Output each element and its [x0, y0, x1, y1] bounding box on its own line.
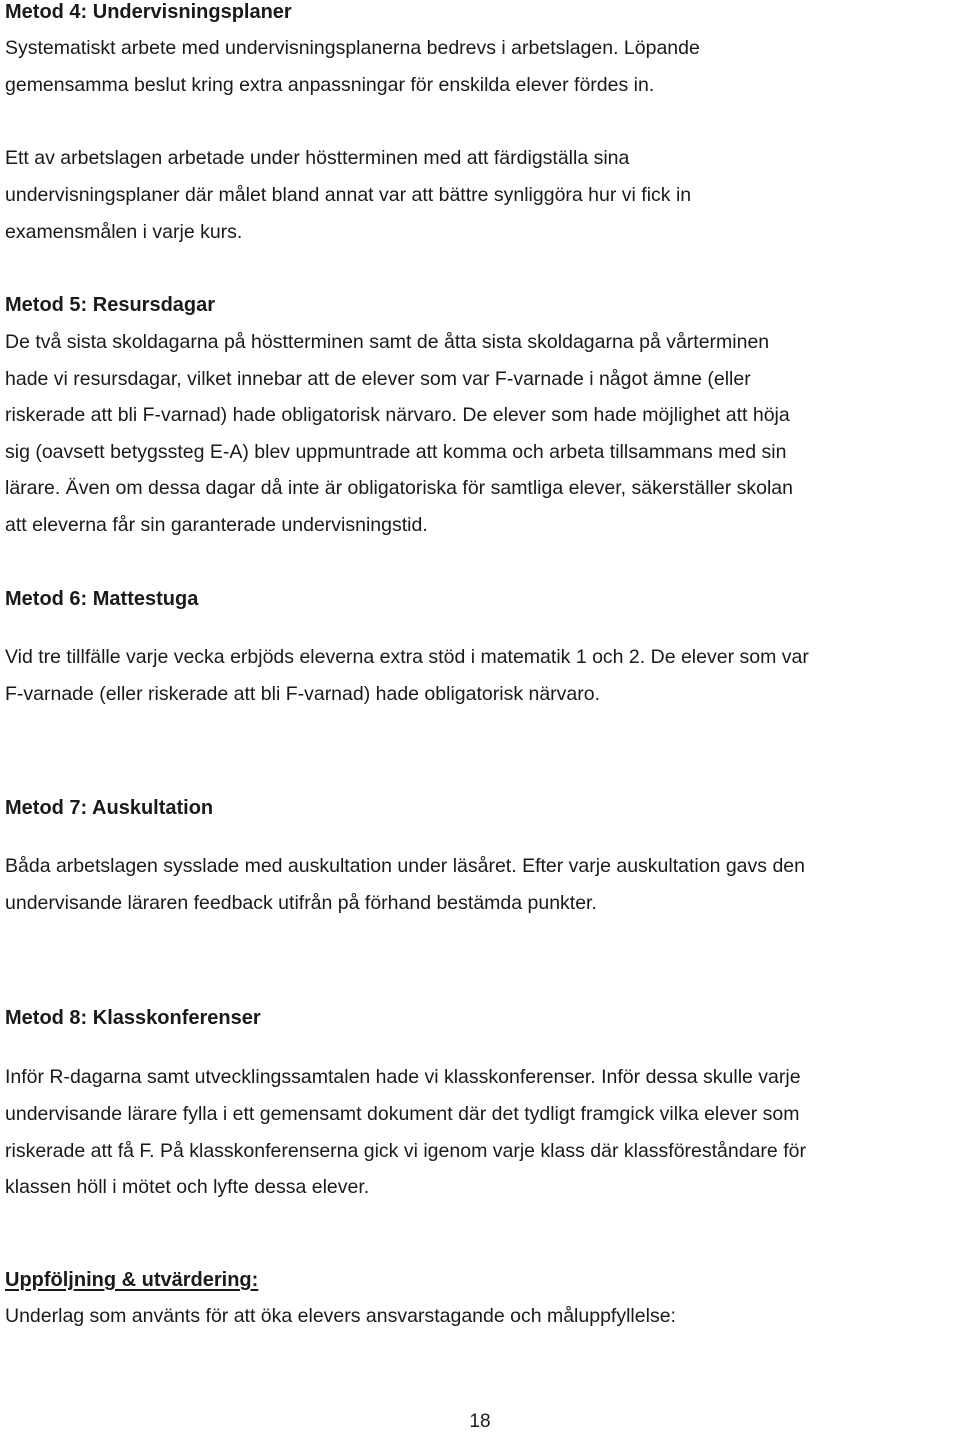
- section-paragraph: [5, 848, 957, 921]
- section-heading: Metod 6: Mattestuga: [5, 588, 199, 610]
- paragraph-text: Båda arbetslagen sysslade med auskultation under läsåret. Efter varje auskultation gavs den undervisande läraren feedback utifrån på förhand bestämda punkter.: [5, 855, 805, 914]
- paragraph-text: Systematiskt arbete med undervisningsplanerna bedrevs i arbetslagen. Löpande gemensamma beslut kring extra anpassningar för enskilda elever fördes in.: [5, 37, 700, 96]
- section-metod-7: [5, 796, 957, 820]
- paragraph-text: Vid tre tillfälle varje vecka erbjöds eleverna extra stöd i matematik 1 och 2. De elever som var F-varnade (eller riskerade att bli F-varnad) hade obligatorisk närvaro.: [5, 646, 809, 705]
- section-paragraph: [5, 1298, 957, 1335]
- section-paragraph: [5, 639, 957, 713]
- section-metod-4: [5, 0, 957, 24]
- section-heading: Metod 8: Klasskonferenser: [5, 1007, 261, 1029]
- section-paragraph: [5, 324, 957, 543]
- paragraph-text: Underlag som använts för att öka elevers ansvarstagande och måluppfyllelse:: [5, 1305, 676, 1327]
- section-paragraph: [5, 1059, 957, 1206]
- paragraph-text: De två sista skoldagarna på höstterminen samt de åtta sista skoldagarna på vårterminen hade vi resursdagar, vilket innebar att de elever som var F-varnade i något ämne (eller riskerade att bli F-varnad) hade obligatorisk närvaro. De elever som hade möjlighet att höja sig (oavsett betygssteg E-A) blev uppmuntrade att komma och arbeta tillsammans med sin lärare. Även om dessa dagar då inte är obligatoriska för samtliga elever, säkerställer skolan att eleverna får sin garanterade undervisningstid.: [5, 331, 793, 536]
- section-heading: Metod 5: Resursdagar: [5, 294, 216, 316]
- section-uppfoljning: [5, 1268, 957, 1292]
- section-paragraph: [5, 30, 957, 104]
- paragraph-text: Inför R-dagarna samt utvecklingssamtalen hade vi klasskonferenser. Inför dessa skulle varje undervisande lärare fylla i ett gemensamt dokument där det tydligt framgick vilka elever som riskerade att få F. På klasskonferenserna gick vi igenom varje klass där klassföreståndare för klassen höll i mötet och lyfte dessa elever.: [5, 1066, 806, 1199]
- section-heading: Metod 4: Undervisningsplaner: [5, 1, 292, 23]
- section-heading: Metod 7: Auskultation: [5, 797, 214, 819]
- page-number: 18: [469, 1411, 491, 1432]
- section-metod-5: [5, 293, 957, 317]
- section-paragraph: [5, 140, 957, 250]
- section-metod-6: [5, 587, 957, 611]
- paragraph-text: Ett av arbetslagen arbetade under höstterminen med att färdigställa sina undervisningsplaner där målet bland annat var att bättre synliggöra hur vi fick in examensmålen i varje kurs.: [5, 147, 692, 243]
- section-metod-8: [5, 1006, 957, 1030]
- section-heading: Uppföljning & utvärdering:: [5, 1269, 259, 1291]
